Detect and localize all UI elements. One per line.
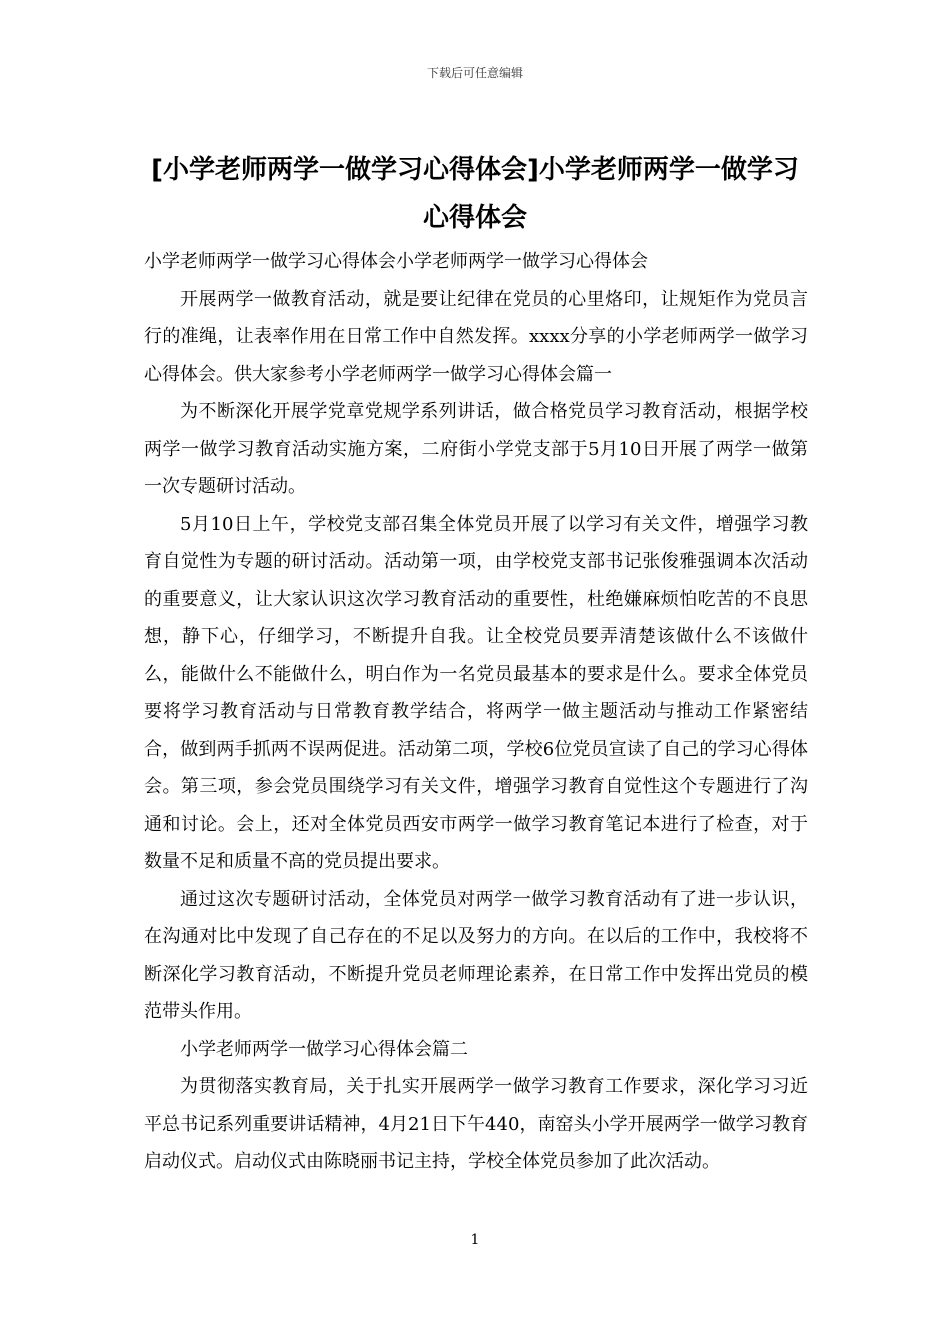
paragraph-intro: 开展两学一做教育活动，就是要让纪律在党员的心里烙印，让规矩作为党员言行的准绳，让表率作用在日常工作中自然发挥。xxxx分享的小学老师两学一做学习心得体会。供大家参考小学老师两学一做学习心得体会篇一 xyxy=(144,288,808,385)
paragraph: 通过这次专题研讨活动，全体党员对两学一做学习教育活动有了进一步认识，在沟通对比中发现了自己存在的不足以及努力的方向。在以后的工作中，我校将不断深化学习教育活动，不断提升党员老师理论素养，在日常工作中发挥出党员的模范带头作用。 xyxy=(144,888,808,1022)
document-body xyxy=(144,243,808,1181)
paragraph: 5月10日上午，学校党支部召集全体党员开展了以学习有关文件，增强学习教育自觉性为专题的研讨活动。活动第一项，由学校党支部书记张俊雅强调本次活动的重要意义，让大家认识这次学习教育活动的重要性，杜绝嫌麻烦怕吃苦的不良思想，静下心，仔细学习，不断提升自我。让全校党员要弄清楚该做什么不该做什么，能做什么不能做什么，明白作为一名党员最基本的要求是什么。要求全体党员要将学习教育活动与日常教育教学结合，将两学一做主题活动与推动工作紧密结合，做到两手抓两不误两促进。活动第二项，学校6位党员宣读了自己的学习心得体会。第三项，参会党员围绕学习有关文件，增强学习教育自觉性这个专题进行了沟通和讨论。会上，还对全体党员西安市两学一做学习教育笔记本进行了检查，对于数量不足和质量不高的党员提出要求。 xyxy=(144,513,808,872)
page-header-note: 下载后可任意编辑 xyxy=(426,66,523,80)
paragraph: 为不断深化开展学党章党规学系列讲话，做合格党员学习教育活动，根据学校两学一做学习教育活动实施方案，二府街小学党支部于5月10日开展了两学一做第一次专题研讨活动。 xyxy=(144,401,808,497)
document-title: [小学老师两学一做学习心得体会]小学老师两学一做学习心得体会 xyxy=(151,155,799,233)
section-heading: 小学老师两学一做学习心得体会篇二 xyxy=(180,1038,468,1060)
paragraph: 为贯彻落实教育局，关于扎实开展两学一做学习教育工作要求，深化学习习近平总书记系列重要讲话精神，4月21日下午440，南窑头小学开展两学一做学习教育启动仪式。启动仪式由陈晓丽书记主持，学校全体党员参加了此次活动。 xyxy=(144,1076,808,1172)
paragraph-subtitle: 小学老师两学一做学习心得体会小学老师两学一做学习心得体会 xyxy=(144,251,648,272)
page-number: 1 xyxy=(470,1232,480,1248)
